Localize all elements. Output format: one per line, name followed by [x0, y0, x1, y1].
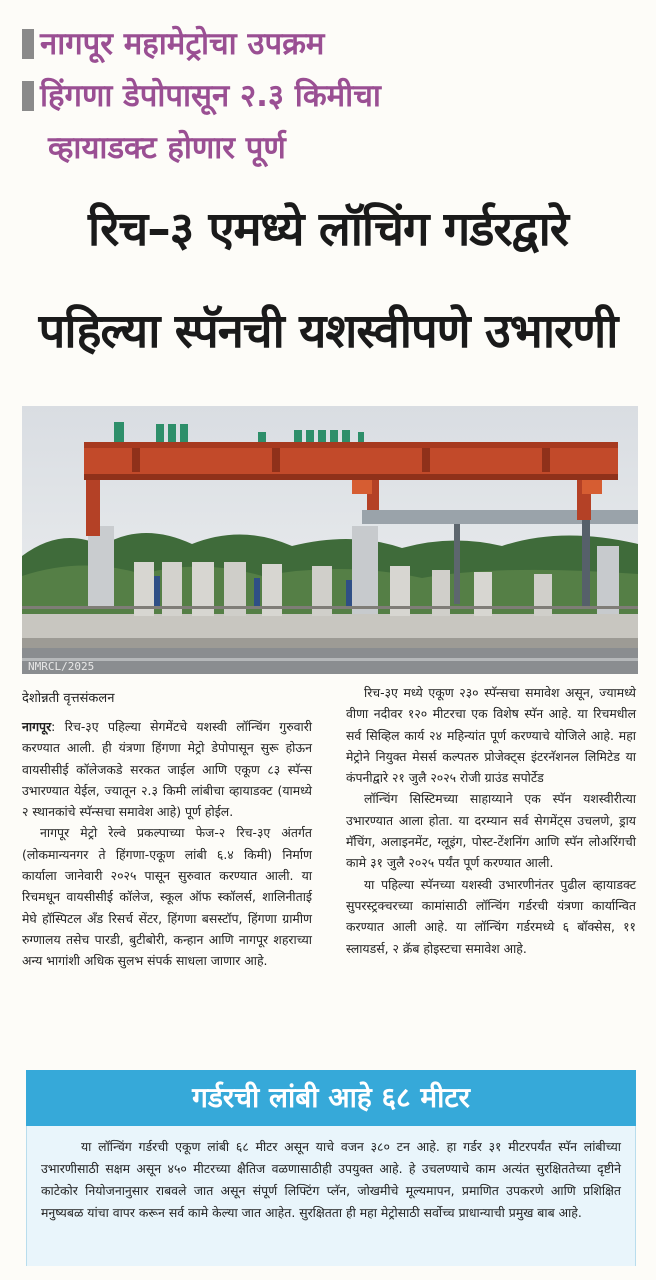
kicker-line-2: हिंगणा डेपोपासून २.३ किमीचा	[22, 74, 642, 118]
paragraph: रिच-३ए मध्ये एकूण २३० स्पॅन्सचा समावेश असून, ज्यामध्ये वीणा नदीवर १२० मीटरचा एक विशेष स्पॅन आहे. या रिचमधील सर्व सिव्हिल कार्य २४ महिन्यांत पूर्ण करण्याचे योजिले आहे. महा मेट्रोने नियुक्त मेसर्स कल्पतरु प्रोजेक्ट्स इंटरनॅशनल लिमिटेड या कंपनीद्वारे २१ जुलै २०२५ रोजी ग्राउंड सपोर्टेड	[346, 685, 636, 786]
article-right-column	[346, 682, 636, 959]
paragraph: या पहिल्या स्पॅनच्या यशस्वी उभारणीनंतर पुढील व्हायाडक्ट सुपरस्ट्रक्चरच्या कामांसाठी लॉन्चिंग गर्डरची यंत्रणा कार्यान्वित करण्यात आली आहे. या लॉन्चिंग गर्डरमध्ये ६ बॉक्सेस, ११ स्लायडर्स, २ क्रॅब होइस्टचा समावेश आहे.	[346, 876, 636, 956]
launching-girder-illustration	[22, 406, 638, 674]
article-left-column	[22, 716, 312, 972]
box-paragraph: या लॉन्चिंग गर्डरची एकूण लांबी ६८ मीटर असून याचे वजन ३८० टन आहे. हा गर्डर ३१ मीटरपर्यंत स्पॅन लांबीच्या उभारणीसाठी सक्षम असून ४५० मीटरच्या क्षैतिज वळणासाठीही उपयुक्त आहे. हे उचलण्याचे काम अत्यंत सुरक्षिततेच्या दृष्टीने काटेकोर नियोजनानुसार राबवले जात असून संपूर्ण लिफ्टिंग प्लॅन, जोखमीचे मूल्यमापन, प्रमाणित उपकरणे आणि प्रशिक्षित मनुष्यबळ यांचा वापर करून सर्व कामे केल्या जात आहेत. सुरक्षितता ही महा मेट्रोसाठी सर्वोच्च प्राधान्याची प्रमुख बाब आहे.	[41, 1139, 621, 1220]
kicker-line-1: नागपूर महामेट्रोचा उपक्रम	[22, 22, 642, 66]
bullet-square-icon	[22, 29, 34, 59]
box-body	[26, 1126, 636, 1266]
headline-line-2: पहिल्या स्पॅनची यशस्वीपणे उभारणी	[38, 304, 618, 359]
photo-watermark: NMRCL/2025	[28, 660, 95, 673]
paragraph: लॉन्चिंग सिस्टिमच्या साहाय्याने एक स्पॅन यशस्वीरीत्या उभारण्यात आला होता. या दरम्यान सर्व सेगमेंट्स उचलणे, ड्राय मॅचिंग, अलाइनमेंट, ग्लूइंग, पोस्ट-टेंशनिंग आणि स्पॅन लोअरिंगची कामे ३१ जुलै २०२५ पर्यंत पूर्ण करण्यात आली.	[346, 791, 636, 871]
headline-line-1: रिच–३ एमध्ये लॉचिंग गर्डरद्वारे	[87, 202, 569, 257]
byline: देशोन्नती वृत्तसंकलन	[22, 691, 115, 706]
paragraph: नागपूर मेट्रो रेल्वे प्रकल्पाच्या फेज-२ रिच-३ए अंतर्गत (लोकमान्यनगर ते हिंगणा-एकूण लांबी ६.४ किमी) निर्माण कार्याला जानेवारी २०२५ पासून सुरुवात करण्यात आली. या रिचमधून वायसीसीई कॉलेज, स्कूल ऑफ स्कॉलर्स, शालिनीताई मेघे हॉस्पिटल ॲंड रिसर्च सेंटर, हिंगणा बसस्टॉप, हिंगणा ग्रामीण रुग्णालय तसेच पारडी, बुटीबोरी, कन्हान आणि नागपूर शहराच्या अन्य भागांशी अधिक सुलभ संपर्क साधला जाणार आहे.	[22, 825, 312, 969]
box-heading: गर्डरची लांबी आहे ६८ मीटर	[26, 1070, 636, 1126]
bullet-square-icon	[22, 81, 34, 111]
news-photo	[22, 406, 638, 674]
dateline: नागपूर	[22, 719, 52, 734]
kicker-line-3: व्हायाडक्ट होणार पूर्ण	[48, 130, 286, 166]
paragraph: नागपूर: रिच-३ए पहिल्या सेगमेंटचे यशस्वी लॉन्चिंग गुरुवारी करण्यात आली. ही यंत्रणा हिंगणा मेट्रो डेपोपासून सुरू होऊन वायसीसीई कॉलेजकडे सरकत जाईल आणि एकूण ८३ स्पॅन्स उभारण्यात येईल, ज्यातून २.३ किमी लांबीचा व्हायाडक्ट (यामध्ये २ स्थानकांचे स्पॅन्सचा समावेश आहे) पूर्ण होईल.	[22, 719, 312, 820]
